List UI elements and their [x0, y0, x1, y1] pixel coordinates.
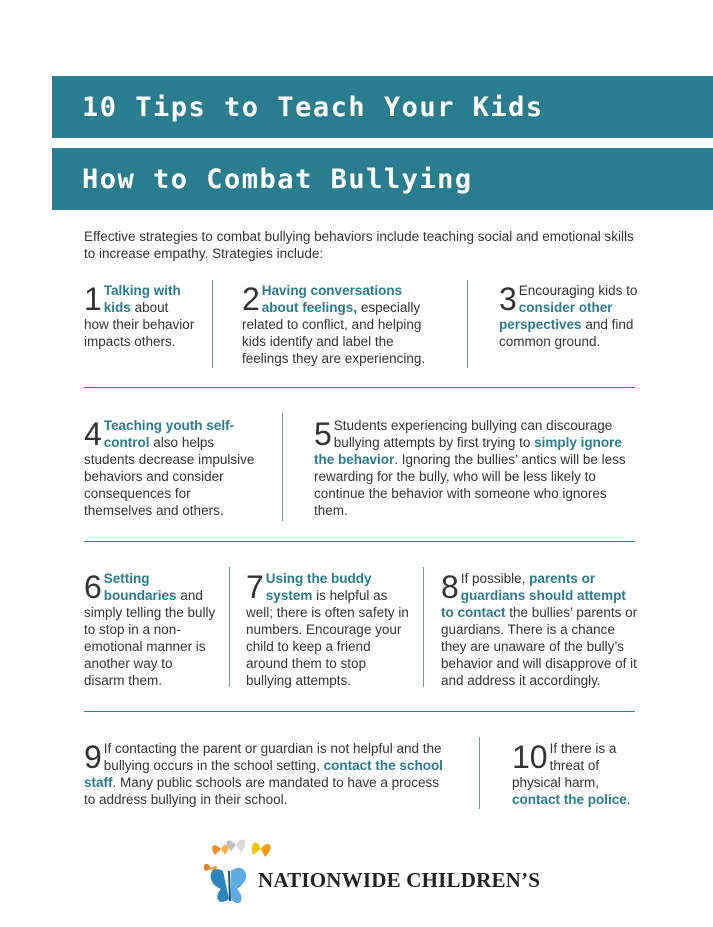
tip-pre: Encouraging kids to	[518, 283, 638, 298]
tip-highlight: contact the police	[512, 792, 627, 807]
tip-4	[84, 417, 256, 519]
tip-number: 10	[512, 739, 548, 775]
tip-5	[314, 417, 636, 519]
tip-number: 6	[84, 569, 102, 605]
tip-6	[84, 570, 216, 689]
tip-text: especially related to conflict, and helping kids identify and label the feelings they are experiencing.	[242, 300, 426, 366]
tip-text: also helps students decrease impulsive behaviors and consider consequences for themselves and others.	[84, 435, 255, 518]
tip-highlight: contact the school staff	[84, 758, 443, 790]
tip-text: and find common ground.	[499, 317, 634, 349]
divider-horizontal	[84, 541, 635, 542]
divider-vertical	[282, 413, 283, 521]
tip-text: .	[626, 792, 631, 807]
tip-10	[512, 740, 640, 808]
tip-number: 1	[84, 281, 102, 317]
intro-text: Effective strategies to combat bullying behaviors include teaching social and emotional skills to increase empathy. Strategies include:	[84, 229, 634, 261]
title-line-2: How to Combat Bullying	[82, 163, 473, 195]
divider-horizontal	[84, 387, 635, 388]
tip-pre: If possible,	[460, 571, 530, 586]
subtitle-banner	[52, 148, 713, 210]
tip-pre: If there is a threat of physical harm,	[512, 741, 617, 790]
divider-vertical	[229, 567, 230, 687]
tip-number: 5	[314, 416, 332, 452]
tip-number: 9	[84, 739, 102, 775]
divider-vertical	[479, 737, 480, 809]
tip-text: . Ignoring the bullies’ antics will be less rewarding for the bully, who will be less likely to continue the behavior with someone who ignores them.	[314, 452, 626, 518]
tip-2	[242, 282, 442, 367]
tip-highlight: parents or guardians should attempt to contact	[441, 571, 626, 620]
tip-3	[499, 282, 639, 350]
divider-vertical	[423, 567, 424, 687]
tip-number: 2	[242, 281, 260, 317]
tip-8	[441, 570, 641, 689]
tip-number: 7	[246, 569, 264, 605]
tip-highlight: consider other perspectives	[499, 300, 613, 332]
tip-text: . Many public schools are mandated to have a process to address bullying in their school.	[84, 775, 439, 807]
tip-text: about how their behavior impacts others.	[84, 300, 195, 349]
tip-number: 3	[499, 281, 517, 317]
tip-number: 4	[84, 416, 102, 452]
divider-vertical	[212, 280, 213, 368]
tip-number: 8	[441, 569, 459, 605]
divider-vertical	[467, 280, 468, 368]
tip-highlight: simply ignore the behavior	[314, 435, 622, 467]
tip-7	[246, 570, 410, 689]
tip-9	[84, 740, 446, 808]
logo-wordmark: NATIONWIDE CHILDREN’S	[258, 868, 541, 892]
tip-highlight: Talking with kids	[103, 283, 181, 315]
tip-1	[84, 282, 196, 350]
tip-text: and simply telling the bully to stop in a non-emotional manner is another way to disarm them.	[84, 588, 216, 688]
tip-pre: If contacting the parent or guardian is not helpful and the bullying occurs in the school setting,	[103, 741, 442, 773]
tip-text: the bullies’ parents or guardians. There is a chance they are unaware of the bully’s behavior and will disapprove of it and address it accordingly.	[441, 605, 638, 688]
tip-highlight: Teaching youth self-control	[103, 418, 235, 450]
tip-text: is helpful as well; there is often safety in numbers. Encourage your child to keep a friend around them to stop bullying attempts.	[246, 588, 409, 688]
tip-pre: Students experiencing bullying can discourage bullying attempts by first trying to	[333, 418, 613, 450]
divider-horizontal	[84, 711, 635, 712]
title-banner	[52, 76, 713, 138]
title-line-1: 10 Tips to Teach Your Kids	[82, 91, 544, 123]
tip-highlight: Having conversations about feelings,	[261, 283, 403, 315]
tip-highlight: Using the buddy system	[265, 571, 372, 603]
tip-highlight: Setting boundaries	[103, 571, 177, 603]
